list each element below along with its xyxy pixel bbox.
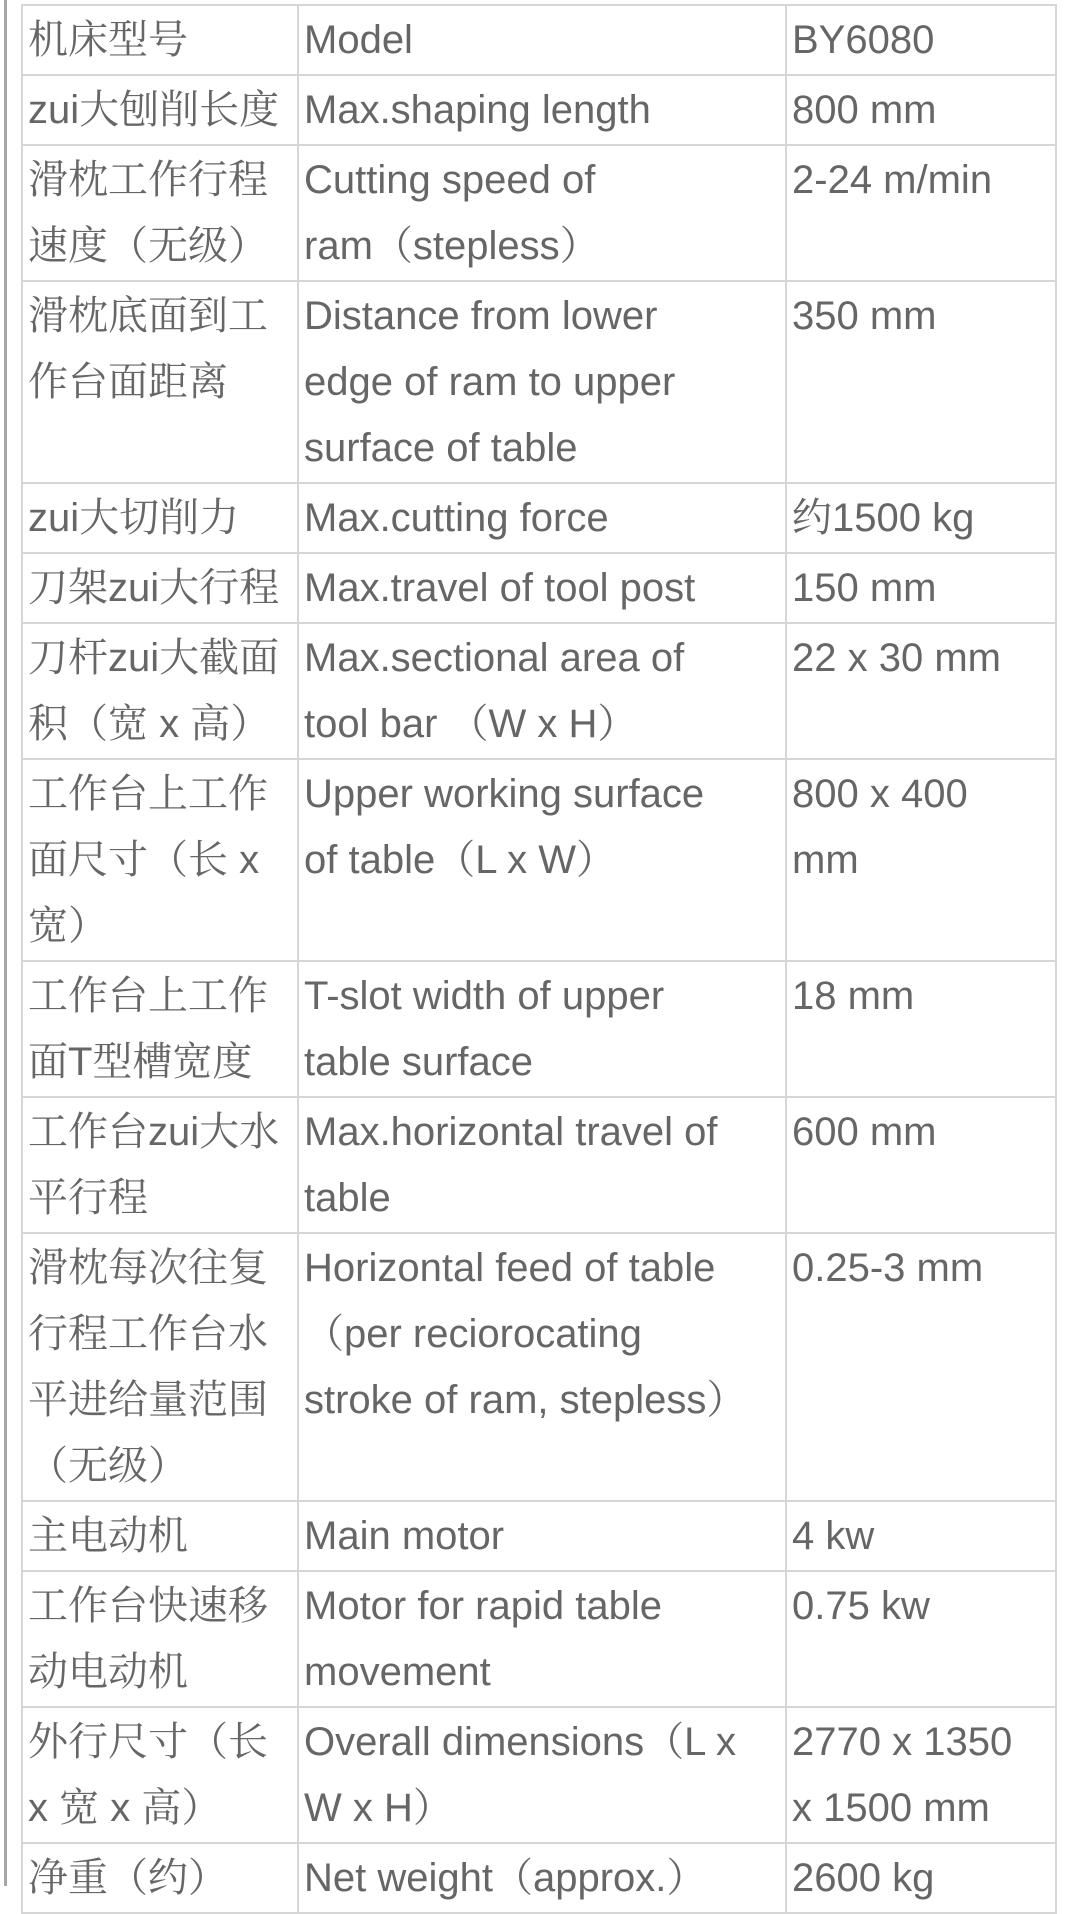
spec-cell-english-label: Overall dimensions（L x W x H）: [298, 1707, 786, 1843]
spec-cell-english-label: Upper working surface of table（L x W）: [298, 759, 786, 961]
spec-cell-english-label: Cutting speed of ram（stepless）: [298, 145, 786, 281]
table-row: [22, 1571, 1056, 1707]
table-row: [22, 281, 1056, 483]
spec-cell-value: 600 mm: [786, 1097, 1056, 1233]
table-row: [22, 553, 1056, 623]
table-row: [22, 1233, 1056, 1501]
spec-cell-chinese-label: 主电动机: [22, 1501, 298, 1571]
spec-cell-english-label: Max.sectional area of tool bar （W x H）: [298, 623, 786, 759]
spec-cell-value: 2770 x 1350 x 1500 mm: [786, 1707, 1056, 1843]
spec-table-body: [22, 5, 1056, 1913]
spec-cell-value: 约1500 kg: [786, 483, 1056, 553]
spec-cell-english-label: Model: [298, 5, 786, 75]
table-row: [22, 1097, 1056, 1233]
spec-cell-value: 2-24 m/min: [786, 145, 1056, 281]
spec-cell-value: 800 x 400 mm: [786, 759, 1056, 961]
spec-cell-chinese-label: 刀杆zui大截面 积（宽 x 高）: [22, 623, 298, 759]
spec-cell-english-label: Max.shaping length: [298, 75, 786, 145]
table-row: [22, 483, 1056, 553]
table-row: [22, 961, 1056, 1097]
table-row: [22, 5, 1056, 75]
page-left-border-rule: [4, 0, 7, 1886]
table-row: [22, 1707, 1056, 1843]
spec-cell-chinese-label: 工作台上工作 面T型槽宽度: [22, 961, 298, 1097]
spec-cell-english-label: Motor for rapid table movement: [298, 1571, 786, 1707]
spec-cell-english-label: Max.travel of tool post: [298, 553, 786, 623]
spec-cell-value: 0.75 kw: [786, 1571, 1056, 1707]
spec-cell-english-label: Net weight（approx.）: [298, 1843, 786, 1913]
table-row: [22, 623, 1056, 759]
spec-cell-chinese-label: 滑枕每次往复 行程工作台水 平进给量范围 （无级）: [22, 1233, 298, 1501]
spec-cell-chinese-label: 工作台快速移 动电动机: [22, 1571, 298, 1707]
table-row: [22, 145, 1056, 281]
spec-cell-value: 800 mm: [786, 75, 1056, 145]
spec-cell-value: 2600 kg: [786, 1843, 1056, 1913]
spec-cell-value: 0.25-3 mm: [786, 1233, 1056, 1501]
spec-cell-english-label: T-slot width of upper table surface: [298, 961, 786, 1097]
spec-cell-english-label: Distance from lower edge of ram to upper surface of table: [298, 281, 786, 483]
spec-cell-value: 22 x 30 mm: [786, 623, 1056, 759]
spec-cell-value: 4 kw: [786, 1501, 1056, 1571]
spec-cell-chinese-label: 外行尺寸（长 x 宽 x 高）: [22, 1707, 298, 1843]
spec-cell-value: 350 mm: [786, 281, 1056, 483]
spec-cell-chinese-label: 滑枕工作行程 速度（无级）: [22, 145, 298, 281]
table-row: [22, 1501, 1056, 1571]
table-row: [22, 759, 1056, 961]
spec-cell-chinese-label: 刀架zui大行程: [22, 553, 298, 623]
spec-cell-value: BY6080: [786, 5, 1056, 75]
spec-cell-chinese-label: zui大刨削长度: [22, 75, 298, 145]
spec-cell-english-label: Horizontal feed of table （per reciorocating stroke of ram, stepless）: [298, 1233, 786, 1501]
spec-cell-chinese-label: 工作台zui大水 平行程: [22, 1097, 298, 1233]
spec-table: [21, 4, 1057, 1914]
spec-cell-english-label: Main motor: [298, 1501, 786, 1571]
spec-cell-chinese-label: 工作台上工作 面尺寸（长 x 宽）: [22, 759, 298, 961]
spec-cell-english-label: Max.horizontal travel of table: [298, 1097, 786, 1233]
table-row: [22, 75, 1056, 145]
spec-cell-chinese-label: 滑枕底面到工 作台面距离: [22, 281, 298, 483]
spec-cell-chinese-label: zui大切削力: [22, 483, 298, 553]
spec-cell-english-label: Max.cutting force: [298, 483, 786, 553]
spec-cell-chinese-label: 净重（约）: [22, 1843, 298, 1913]
spec-cell-value: 150 mm: [786, 553, 1056, 623]
spec-cell-value: 18 mm: [786, 961, 1056, 1097]
spec-cell-chinese-label: 机床型号: [22, 5, 298, 75]
table-row: [22, 1843, 1056, 1913]
